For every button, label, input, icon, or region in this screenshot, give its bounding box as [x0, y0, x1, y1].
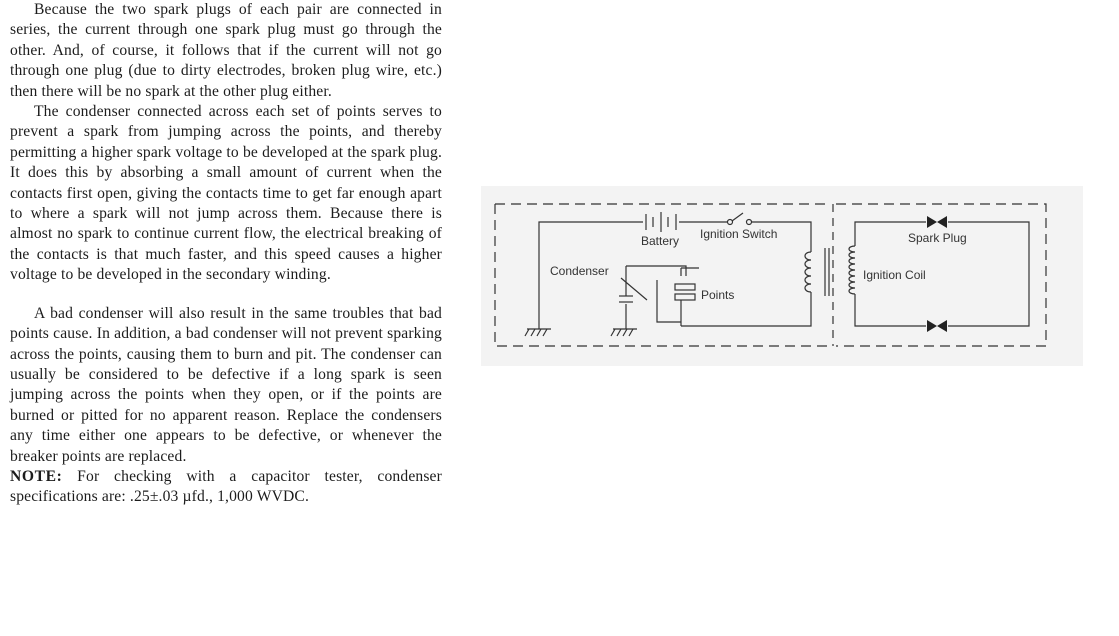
battery-label: Battery — [641, 234, 680, 248]
secondary-wire-bottom — [855, 294, 926, 326]
battery-symbol — [646, 212, 676, 232]
spark-plug-bottom-symbol — [927, 320, 947, 332]
note-paragraph — [10, 467, 442, 508]
primary-coil-winding — [805, 252, 811, 292]
dashed-boundary-primary — [495, 204, 829, 346]
text-column — [10, 0, 442, 508]
spark-plug-top-symbol — [927, 216, 947, 228]
ground-symbol-condenser — [611, 329, 637, 336]
condenser-label: Condenser — [550, 264, 609, 278]
note-text: For checking with a capacitor tester, condenser specifications are: .25±.03 µfd., 1,000 WVDC. — [10, 467, 442, 506]
ignition-switch-symbol — [728, 213, 752, 225]
points-label: Points — [701, 288, 735, 302]
condenser-top-wire — [626, 266, 686, 276]
points-upper-wire — [681, 268, 699, 276]
ground-symbol-left — [525, 329, 551, 336]
note-label: NOTE: — [10, 467, 63, 485]
ignition-switch-label: Ignition Switch — [700, 227, 778, 241]
points-bracket — [657, 280, 681, 322]
paragraph-series-spark-plugs: Because the two spark plugs of each pair are connected in series, the current through one spark plug must go through the other. And, of course, it follows that if the current will not go through one plug (due to dirty electrodes, broken plug wire, etc.) then there will be no spark at the other plug either. — [10, 1, 442, 100]
secondary-coil-winding — [849, 246, 855, 294]
ignition-circuit-diagram — [481, 186, 1083, 366]
paragraph-condenser-function: The condenser connected across each set of points serves to prevent a spark from jumping across the points, and thereby permitting a higher spark voltage to be developed at the spark plug. It does this by absorbing a small amount of current when the contacts first open, giving the contacts time to get far enough apart to where a spark will not jump across them. Because there is almost no spark to continue current flow, the electrical breaking of the contacts is that much faster, and this speed causes a higher voltage to be developed in the secondary winding. — [10, 103, 442, 284]
paragraph-bad-condenser: A bad condenser will also result in the same troubles that bad points cause. In addition, a bad condenser will not prevent sparking across the points, causing them to burn and pit. The condenser can usually be considered to be defective if a long spark is seen jumping across the points when they open, or if the points are burned or pitted for no apparent reason. Replace the condensers any time either one appears to be defective, or whenever the breaker points are replaced. — [10, 304, 442, 465]
ignition-coil-label: Ignition Coil — [863, 268, 926, 282]
circuit-schematic — [481, 186, 1083, 366]
spark-plug-label: Spark Plug — [908, 231, 967, 245]
points-contact-upper — [675, 284, 695, 290]
condenser-label-leader — [621, 278, 647, 300]
points-contact-lower — [675, 294, 695, 300]
